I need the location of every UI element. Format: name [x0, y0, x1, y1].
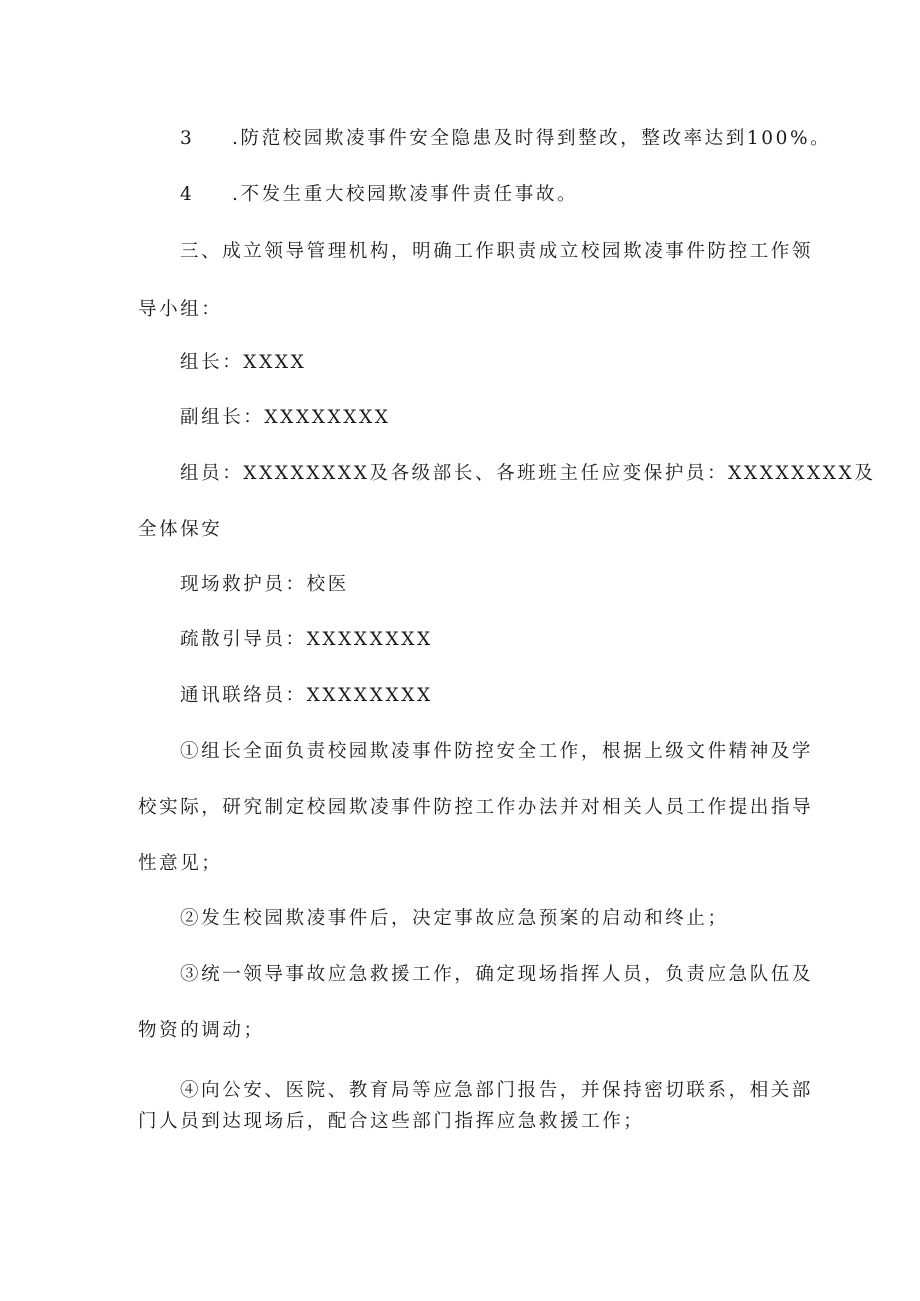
members-line1: 组员：XXXXXXXX及各级部长、各班班主任应变保护员：XXXXXXXX及 — [180, 463, 876, 484]
duty-2-line1: ②发生校园欺凌事件后，决定事故应急预案的启动和终止； — [180, 908, 729, 929]
duty-1-line2: 校实际，研究制定校园欺凌事件防控工作办法并对相关人员工作提出指导 — [138, 797, 814, 818]
item-3-number: 3 — [180, 128, 192, 149]
duty-1-line1: ①组长全面负责校园欺凌事件防控安全工作，根据上级文件精神及学 — [180, 741, 814, 762]
communication-liaison-line: 通讯联络员：XXXXXXXX — [180, 685, 433, 706]
item-3-text: .防范校园欺凌事件安全隐患及时得到整改，整改率达到100%。 — [232, 128, 832, 149]
duty-4-line2: 门人员到达现场后，配合这些部门指挥应急救援工作； — [138, 1111, 645, 1132]
item-4-text: .不发生重大校园欺凌事件责任事故。 — [232, 184, 579, 205]
duty-4-line1: ④向公安、医院、教育局等应急部门报告，并保持密切联系，相关部 — [180, 1080, 814, 1101]
duty-3-line1: ③统一领导事故应急救援工作，确定现场指挥人员，负责应急队伍及 — [180, 964, 814, 985]
deputy-leader-line: 副组长：XXXXXXXX — [180, 407, 391, 428]
leader-line: 组长：XXXX — [180, 352, 307, 373]
duty-3-line2: 物资的调动； — [138, 1020, 265, 1041]
evacuation-guide-line: 疏散引导员：XXXXXXXX — [180, 629, 433, 650]
item-4-number: 4 — [180, 184, 192, 205]
members-line2: 全体保安 — [138, 519, 223, 540]
section-3-heading-line2: 导小组： — [138, 299, 223, 320]
rescuer-line: 现场救护员：校医 — [180, 574, 349, 595]
section-3-heading-line1: 三、成立领导管理机构，明确工作职责成立校园欺凌事件防控工作领 — [180, 241, 814, 262]
duty-1-line3: 性意见； — [138, 853, 223, 874]
